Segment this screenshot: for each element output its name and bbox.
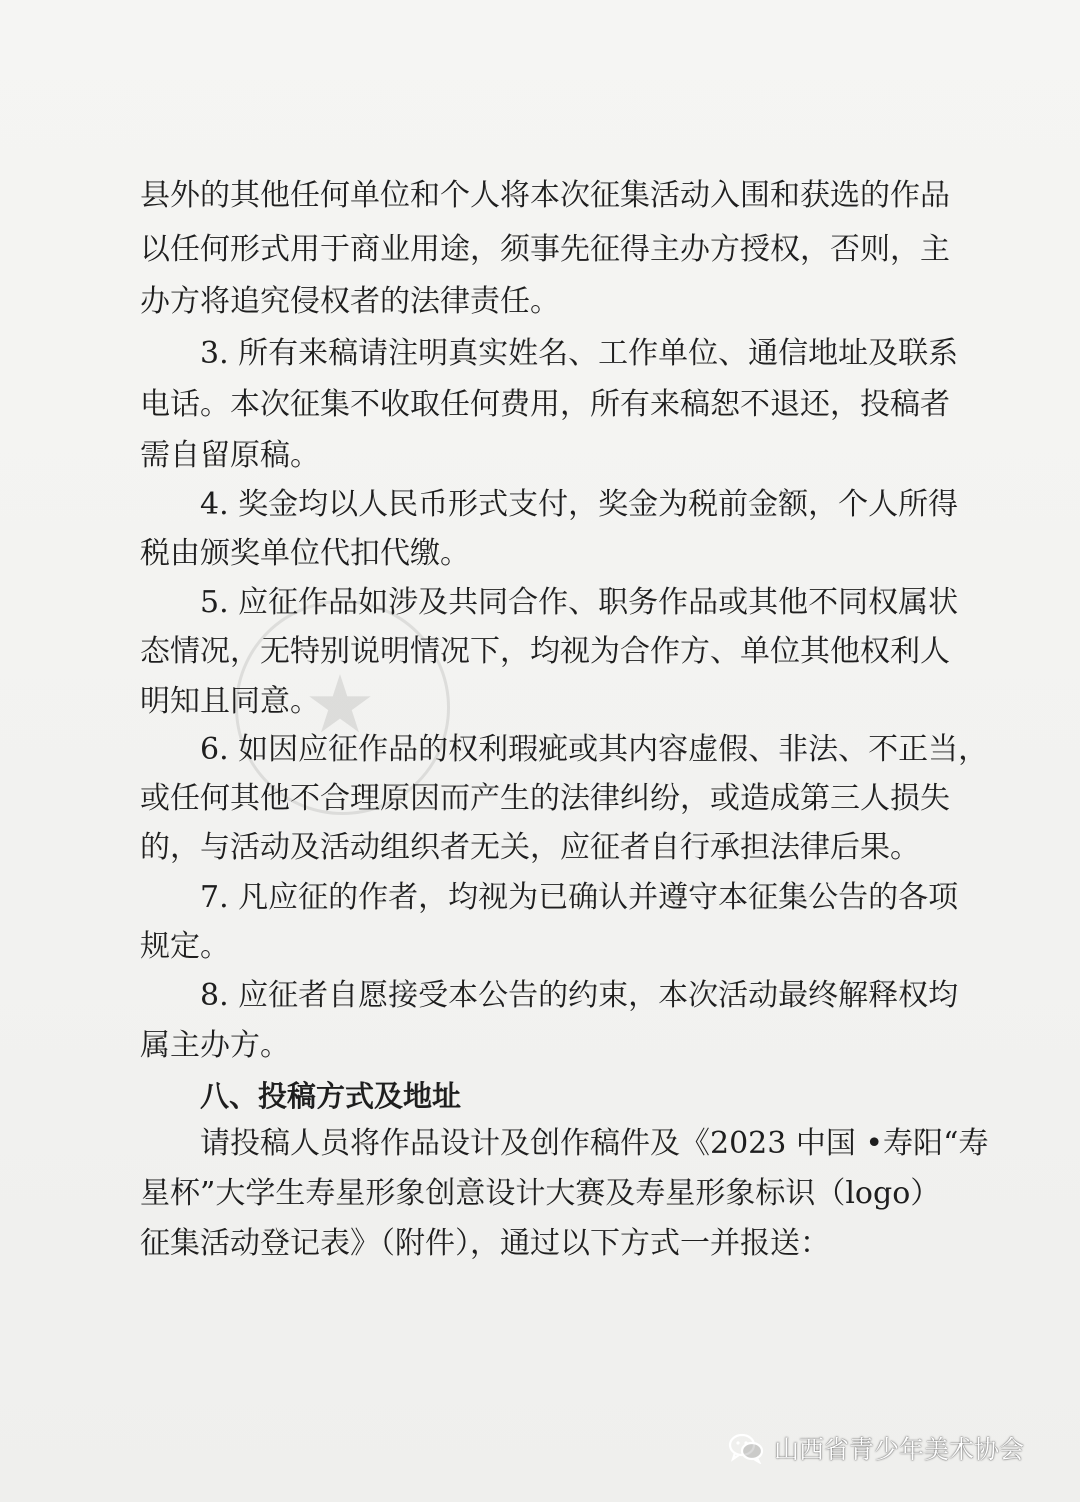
text-line: 办方将追究侵权者的法律责任。 (140, 284, 560, 319)
seal-star-icon: ★ (304, 658, 376, 751)
text-line: 或任何其他不合理原因而产生的法律纠纷，或造成第三人损失 (140, 781, 950, 816)
paragraph-5-start: 5. 应征作品如涉及共同合作、职务作品或其他不同权属状 (200, 585, 959, 620)
watermark (728, 1428, 1024, 1468)
text-line: 态情况，无特别说明情况下，均视为合作方、单位其他权利人 (140, 634, 950, 669)
section-heading: 八、投稿方式及地址 (200, 1079, 462, 1113)
text-line: 规定。 (140, 929, 230, 964)
paragraph-8-start: 8. 应征者自愿接受本公告的约束，本次活动最终解释权均 (200, 978, 959, 1013)
text-line: 税由颁奖单位代扣代缴。 (140, 536, 470, 571)
text-line: 属主办方。 (140, 1028, 290, 1063)
text-line: 需自留原稿。 (140, 438, 320, 473)
text-line: 的，与活动及活动组织者无关，应征者自行承担法律后果。 (140, 830, 920, 865)
paragraph-7-start: 7. 凡应征的作者，均视为已确认并遵守本征集公告的各项 (200, 880, 959, 915)
text-line: 明知且同意。 (140, 684, 320, 719)
wechat-icon (728, 1432, 764, 1464)
text-line: 县外的其他任何单位和个人将本次征集活动入围和获选的作品 (140, 178, 950, 213)
paragraph-4-start: 4. 奖金均以人民币形式支付，奖金为税前金额，个人所得 (200, 487, 959, 522)
paragraph-6-start: 6. 如因应征作品的权利瑕疵或其内容虚假、非法、不正当， (200, 732, 989, 767)
text-line: 星杯”大学生寿星形象创意设计大赛及寿星形象标识（logo） (140, 1176, 941, 1211)
paragraph-3-start: 3. 所有来稿请注明真实姓名、工作单位、通信地址及联系 (200, 336, 959, 371)
text-line: 征集活动登记表》（附件），通过以下方式一并报送： (140, 1226, 830, 1261)
text-line: 以任何形式用于商业用途，须事先征得主办方授权，否则，主 (140, 232, 950, 267)
watermark-text: 山西省青少年美术协会 (774, 1435, 1025, 1464)
text-line: 电话。本次征集不收取任何费用，所有来稿恕不退还，投稿者 (140, 387, 950, 422)
submission-paragraph-start: 请投稿人员将作品设计及创作稿件及《2023 中国 •寿阳“寿 (200, 1126, 989, 1161)
